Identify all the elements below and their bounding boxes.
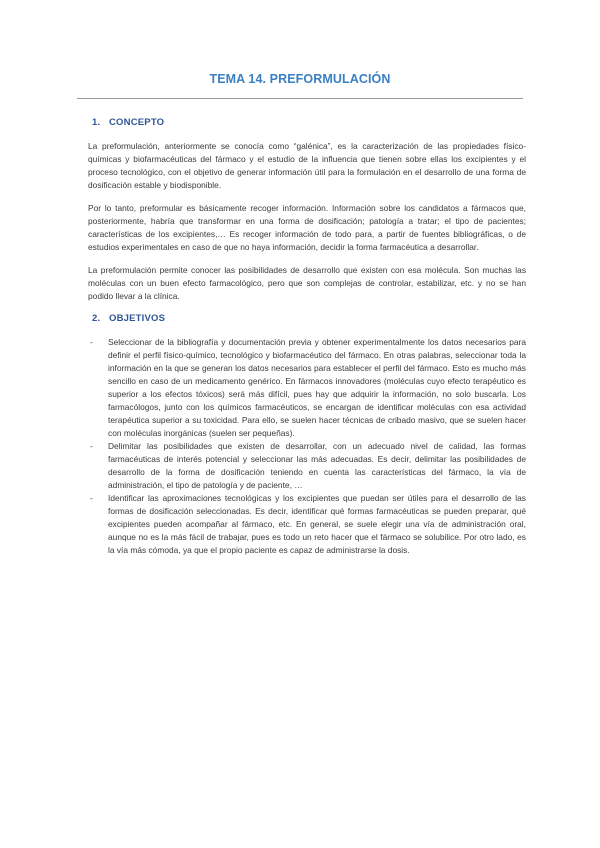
bullet-marker: - [90, 337, 93, 347]
bullet-marker: - [90, 441, 93, 451]
list-item-text: Identificar las aproximaciones tecnológicas y los excipientes que puedan ser útiles para el desarrollo de las formas de dosificación seleccionadas. Es decir, identificar qué formas farmacéuticas se pueden preparar, qué excipientes pueden acompañar al fármaco, etc. En general, se suele elegir una vía de administración oral, aunque no es la más fácil de trabajar, pues es todo un reto hacer que el fármaco se solubilice. Por otro lado, es la vía más cómoda, ya que el propio paciente es capaz de administrarse la dosis. [108, 493, 526, 555]
list-item [88, 440, 526, 492]
section-concepto [88, 117, 526, 303]
section-title: CONCEPTO [109, 117, 165, 128]
list-item [88, 492, 526, 557]
list-item-text: Seleccionar de la bibliografía y documentación previa y obtener experimentalmente los datos necesarios para definir el perfil físico-químico, tecnológico y biofarmacéutico del fármaco. En otras palabras, seleccionar toda la información en la que se generan los datos necesarios para establecer el perfil del fármaco. Esto es mucho más sencillo en caso de un medicamento genérico. En fármacos innovadores (moléculas cuyo efecto terapéutico es superior a los efectos tóxicos) será más difícil, pues hay que adquirir la información, no solo buscarla. Los farmacólogos, junto con los químicos farmacéuticos, se encargan de identificar moléculas con esa actividad terapéutica superior a su toxicidad. Para ello, se suelen hacer técnicas de cribado masivo, que se suelen hacer con moléculas inorgánicas (suelen ser pequeñas). [108, 337, 526, 438]
title-divider [77, 98, 523, 99]
list-item-text: Delimitar las posibilidades que existen de desarrollar, con un adecuado nivel de calidad, las formas farmacéuticas de interés potencial y seleccionar las más adecuadas. Es decir, delimitar las posibilidades de desarrollo de la forma de dosificación teniendo en cuenta las características del fármaco, la vía de administración, el tipo de patología y de paciente, … [108, 441, 526, 490]
section-objetivos [88, 313, 526, 557]
section-title: OBJETIVOS [109, 313, 166, 324]
paragraph: La preformulación permite conocer las posibilidades de desarrollo que existen con esa molécula. Son muchas las moléculas con un buen efecto farmacológico, pero que son complejas de controlar, estabilizar, etc. y no se han podido llevar a la clínica. [88, 265, 526, 301]
section-heading [92, 117, 526, 128]
section-number: 1. [92, 117, 101, 128]
section-number: 2. [92, 313, 101, 324]
bullet-marker: - [90, 493, 93, 503]
document-title: TEMA 14. PREFORMULACIÓN [209, 72, 391, 86]
paragraph: La preformulación, anteriormente se conocía como “galénica”, es la caracterización de las propiedades físico-químicas y biofarmacéuticas del fármaco y el estudio de la influencia que tienen sobre ellas los excipientes y el proceso tecnológico, con el objetivo de generar información útil para la formulación en el desarrollo de una forma de dosificación estable y biodisponible. [88, 141, 526, 190]
objectives-list [88, 336, 526, 557]
section-heading [92, 313, 526, 324]
document-body [88, 117, 526, 557]
list-item [88, 336, 526, 440]
paragraph: Por lo tanto, preformular es básicamente recoger información. Información sobre los candidatos a fármacos que, posteriormente, habría que transformar en una forma de dosificación; patología a tratar; el tipo de pacientes; características de los excipientes,… Es recoger información de todo para, a partir de fuentes bibliográficas, o de estudios experimentales en caso de que no haya información, decidir la forma farmacéutica a desarrollar. [88, 203, 526, 252]
